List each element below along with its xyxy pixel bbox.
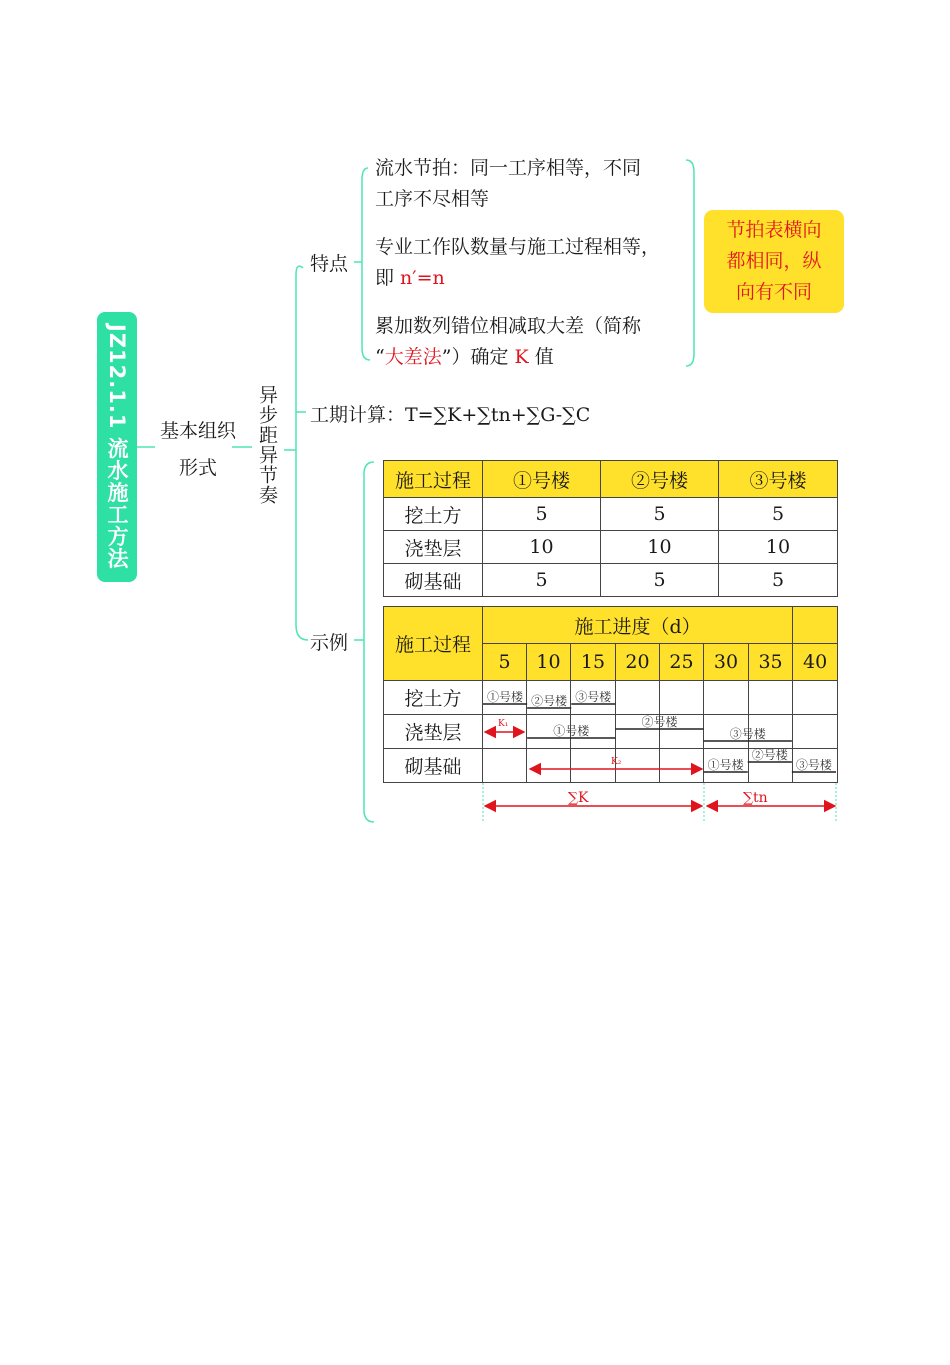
level2-node: 异步距异节奏 bbox=[256, 385, 278, 505]
schedule-bar-label: ③号楼 bbox=[795, 758, 832, 772]
big-difference-method: 大差法 bbox=[384, 346, 442, 368]
schedule-bar-label: ①号楼 bbox=[487, 690, 524, 704]
schedule-bar-label: ②号楼 bbox=[751, 748, 788, 762]
beat-header-building-3: ③号楼 bbox=[719, 461, 838, 498]
process-cell: 挖土方 bbox=[384, 681, 483, 715]
table-cell: 5 bbox=[719, 564, 838, 597]
day-cell: 40 bbox=[793, 644, 838, 681]
level1-line2: 形式 bbox=[178, 457, 217, 479]
table-cell: 浇垫层 bbox=[384, 531, 483, 564]
table-cell: 5 bbox=[483, 498, 601, 531]
day-cell: 20 bbox=[616, 644, 660, 681]
level1-line1: 基本组织 bbox=[159, 420, 236, 442]
table-cell: 5 bbox=[601, 564, 719, 597]
beat-table-note: 节拍表横向 都相同，纵 向有不同 bbox=[704, 210, 844, 313]
beat-header-process: 施工过程 bbox=[384, 461, 483, 498]
feature-item-1-line1: 流水节拍：同一工序相等，不同 bbox=[375, 157, 642, 179]
quote-close: ”）确定 bbox=[441, 346, 515, 368]
example-label: 示例 bbox=[310, 632, 349, 654]
table-cell: 10 bbox=[601, 531, 719, 564]
beat-header-building-1: ①号楼 bbox=[483, 461, 601, 498]
day-cell: 35 bbox=[749, 644, 793, 681]
schedule-bar-label: ③号楼 bbox=[729, 727, 766, 741]
feature-item-3-line1: 累加数列错位相减取大差（简称 bbox=[375, 315, 642, 337]
table-cell: 5 bbox=[483, 564, 601, 597]
value-suffix: 值 bbox=[528, 346, 554, 368]
process-cell: 浇垫层 bbox=[384, 715, 483, 749]
schedule-bar-label: ②号楼 bbox=[531, 694, 568, 708]
k1-label: K₁ bbox=[498, 719, 509, 729]
feature-item-2-line1: 专业工作队数量与施工过程相等， bbox=[375, 236, 661, 258]
table-cell: 挖土方 bbox=[384, 498, 483, 531]
day-cell: 25 bbox=[660, 644, 704, 681]
feature-item-1-line2: 工序不尽相等 bbox=[375, 188, 490, 210]
sum-k-label: ∑K bbox=[568, 790, 589, 806]
sum-tn-label: ∑tn bbox=[743, 790, 768, 806]
schedule-bar-label: ③号楼 bbox=[575, 690, 612, 704]
day-cell: 10 bbox=[527, 644, 571, 681]
features-label: 特点 bbox=[310, 253, 349, 275]
table-cell: 10 bbox=[719, 531, 838, 564]
root-title: JZ12.1.1 流水施工方法 bbox=[105, 324, 129, 570]
schedule-bar-label: ①号楼 bbox=[707, 758, 744, 772]
day-cell: 15 bbox=[571, 644, 616, 681]
beat-header-building-2: ②号楼 bbox=[601, 461, 719, 498]
schedule-header-progress: 施工进度（d） bbox=[483, 607, 793, 644]
k2-label: K₂ bbox=[611, 757, 622, 767]
n-equals-n: n′=n bbox=[400, 267, 445, 289]
day-cell: 5 bbox=[483, 644, 527, 681]
feature-item-2-prefix: 即 bbox=[375, 267, 401, 289]
process-cell: 砌基础 bbox=[384, 749, 483, 783]
table-cell: 砌基础 bbox=[384, 564, 483, 597]
table-cell: 5 bbox=[719, 498, 838, 531]
table-cell: 5 bbox=[601, 498, 719, 531]
schedule-header-process: 施工过程 bbox=[384, 607, 483, 681]
table-cell: 10 bbox=[483, 531, 601, 564]
k-symbol: K bbox=[514, 346, 529, 368]
period-formula: 工期计算：T=∑K+∑tn+∑G-∑C bbox=[310, 404, 591, 426]
schedule-bar-label: ①号楼 bbox=[553, 724, 590, 738]
quote-open: “ bbox=[375, 346, 385, 368]
day-cell: 30 bbox=[704, 644, 749, 681]
schedule-bar-label: ②号楼 bbox=[641, 715, 678, 729]
